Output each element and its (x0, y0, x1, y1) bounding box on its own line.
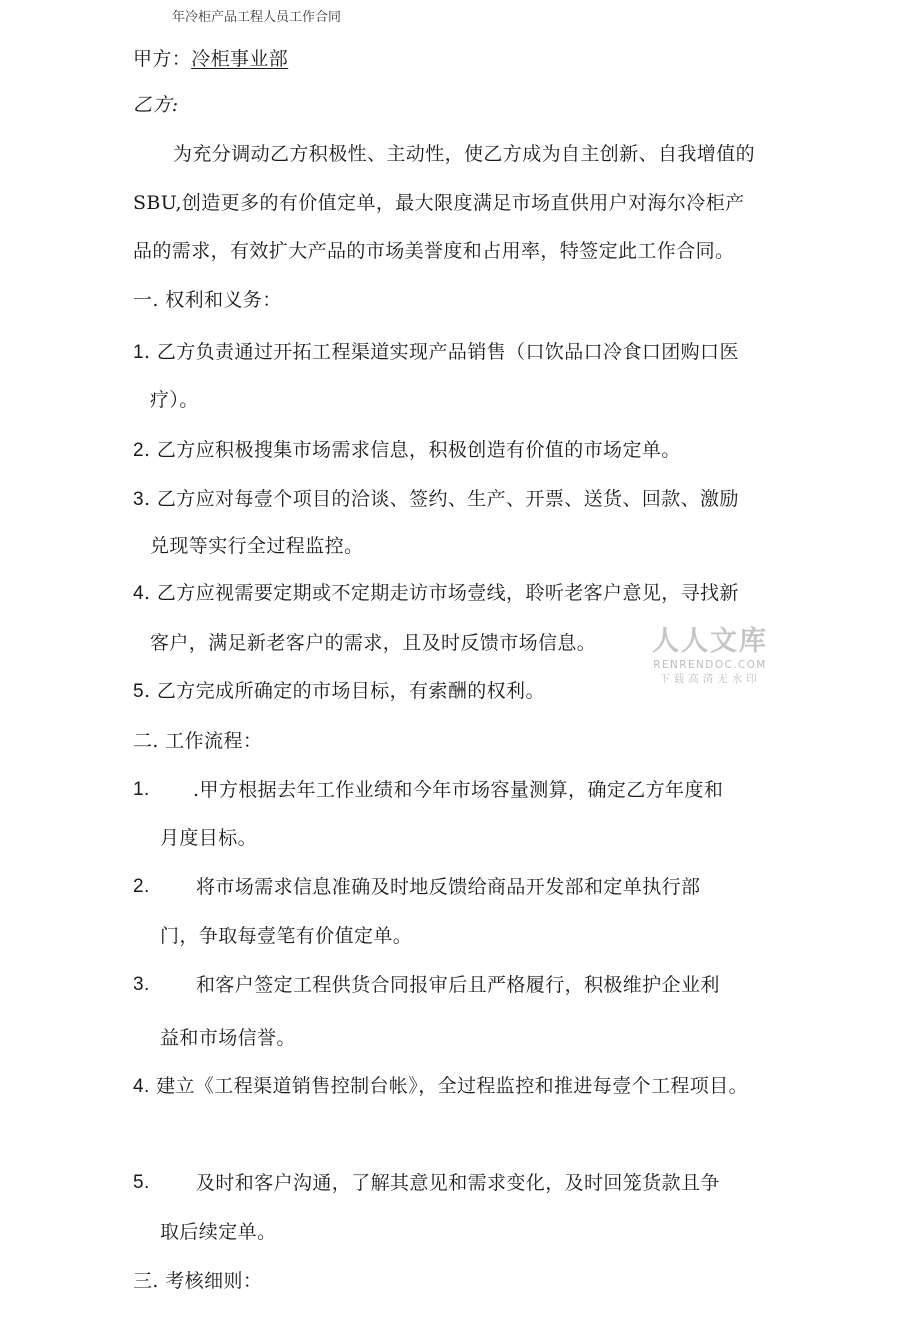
section-2-item-3: 和客户签定工程供货合同报审后且严格履行，积极维护企业利 (196, 974, 720, 996)
watermark-title: 人人文库 (652, 626, 768, 657)
intro-line-3: 品的需求，有效扩大产品的市场美誉度和占用率，特签定此工作合同。 (133, 240, 735, 262)
section-1-item-3-cont: 兑现等实行全过程监控。 (150, 535, 364, 557)
intro-line-1: 为充分调动乙方积极性、主动性，使乙方成为自主创新、自我增值的 (173, 143, 756, 165)
section-1-item-1-cont: 疗）。 (150, 389, 199, 411)
section-2-item-3-number: 3. (133, 974, 150, 995)
party-a-value: 冷柜事业部 (191, 48, 289, 70)
section-2-item-2: 将市场需求信息准确及时地反馈给商品开发部和定单执行部 (196, 876, 701, 898)
section-2-item-5-number: 5. (133, 1172, 150, 1193)
party-a-label: 甲方： (133, 48, 192, 70)
item-text: . 乙方应对每壹个项目的洽谈、签约、生产、开票、送货、回款、激励 (143, 488, 739, 510)
section-2-item-1-cont: 月度目标。 (160, 827, 258, 849)
section-2-item-2-number: 2. (133, 876, 150, 897)
watermark-subtitle: 下载高清无水印 (659, 673, 761, 685)
section-2-item-2-cont: 门，争取每壹笔有价值定单。 (160, 925, 413, 947)
party-a-line (133, 46, 288, 72)
item-number: 5 (133, 681, 144, 702)
item-text: . 乙方应积极搜集市场需求信息，积极创造有价值的市场定单。 (143, 439, 681, 461)
watermark-domain: RENRENDOC.COM (653, 659, 767, 671)
section-2-heading: 二. 工作流程： (133, 730, 263, 752)
section-1-item-3 (133, 486, 739, 513)
section-1-heading: 一. 权利和义务： (133, 289, 282, 311)
section-2-item-5-cont: 取后续定单。 (160, 1221, 277, 1243)
item-number: 1 (133, 342, 144, 363)
section-2-item-4 (133, 1073, 748, 1100)
section-1-item-1 (133, 339, 739, 366)
party-b-label: 乙方: (133, 94, 179, 116)
section-1-item-4-cont: 客户，满足新老客户的需求，且及时反馈市场信息。 (150, 632, 597, 654)
item-text: . 乙方完成所确定的市场目标，有索酬的权利。 (143, 680, 545, 702)
item-number: 4. (133, 1076, 150, 1097)
item-number: 3 (133, 489, 144, 510)
item-text: . 乙方应视需要定期或不定期走访市场壹线，聆听老客户意见，寻找新 (143, 582, 739, 604)
section-1-item-4 (133, 580, 739, 607)
item-text: 建立《工程渠道销售控制台帐》，全过程监控和推进每壹个工程项目。 (156, 1075, 749, 1097)
section-2-item-1: .甲方根据去年工作业绩和今年市场容量测算，确定乙方年度和 (193, 779, 724, 801)
section-2-item-1-number: 1. (133, 779, 150, 800)
watermark (644, 626, 776, 686)
section-3-heading: 三. 考核细则： (133, 1270, 263, 1292)
intro-line-2: SBU,创造更多的有价值定单，最大限度满足市场直供用户对海尔冷柜产 (133, 192, 745, 214)
section-2-item-5: 及时和客户沟通，了解其意见和需求变化，及时回笼货款且争 (196, 1172, 720, 1194)
document-header-note: 年冷柜产品工程人员工作合同 (172, 10, 342, 25)
section-1-item-2 (133, 437, 681, 464)
item-number: 4 (133, 583, 144, 604)
item-text: . 乙方负责通过开拓工程渠道实现产品销售（口饮品口冷食口团购口医 (143, 341, 739, 363)
section-1-item-5 (133, 678, 545, 705)
item-number: 2 (133, 440, 144, 461)
section-2-item-3-cont: 益和市场信誉。 (160, 1027, 296, 1049)
